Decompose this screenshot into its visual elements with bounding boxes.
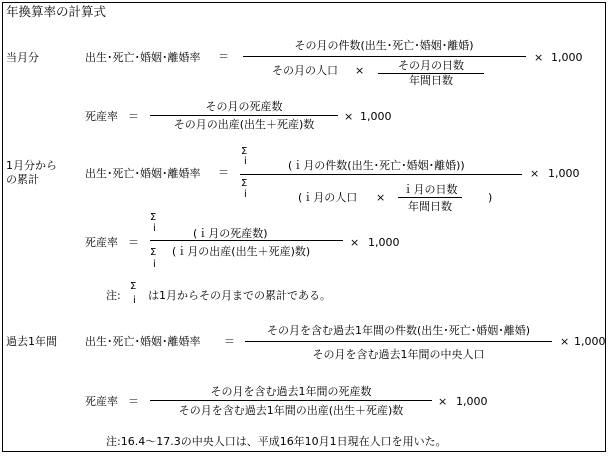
denominator-past-year-births: その月を含む過去1年間の出産(出生＋死産)数	[178, 404, 404, 417]
label-rate-marriage: 出生･死亡･婚姻･離婚率	[85, 51, 201, 64]
numerator-cumulative-count: (ｉ月の件数(出生･死亡･婚姻･離婚))	[288, 159, 465, 172]
denominator-monthly-pop: その月の人口	[272, 64, 338, 77]
times-sign: ×	[438, 395, 448, 408]
sigma-index: i	[244, 156, 247, 167]
base-1000: 1,000	[574, 335, 606, 348]
times-sign: ×	[355, 64, 365, 77]
base-1000: 1,000	[456, 395, 488, 408]
numerator-past-year-count: その月を含む過去1年間の件数(出生･死亡･婚姻･離婚)	[266, 324, 531, 337]
equals-sign: ＝	[128, 236, 139, 249]
denominator-monthly-births: その月の出産(出生＋死産)数	[173, 118, 315, 131]
note-prefix: 注:	[106, 289, 121, 302]
numerator-past-year-stillbirth: その月を含む過去1年間の死産数	[210, 385, 372, 398]
section-label-cumulative: 1月分から	[6, 159, 57, 172]
equals-sign: ＝	[128, 395, 139, 408]
denominator-cumulative-births: (ｉ月の出産(出生＋死産)数)	[172, 245, 311, 258]
label-rate-marriage: 出生･死亡･婚姻･離婚率	[85, 167, 201, 180]
label-stillbirth-rate: 死産率	[85, 236, 118, 249]
times-sign: ×	[350, 236, 360, 249]
sigma-symbol: Σ	[150, 212, 157, 223]
equals-sign: ＝	[128, 110, 139, 123]
times-sign: ×	[344, 110, 354, 123]
fraction-bar	[245, 341, 552, 342]
page-title: 年換算率の計算式	[6, 4, 107, 19]
sigma-symbol: Σ	[130, 281, 137, 292]
sigma-symbol: Σ	[150, 247, 157, 258]
times-sign: ×	[560, 335, 570, 348]
section-label-monthly: 当月分	[6, 51, 39, 64]
times-sign: ×	[376, 191, 386, 204]
equals-sign: ＝	[218, 166, 229, 179]
sigma-index: i	[133, 295, 136, 306]
sigma-index: i	[153, 223, 156, 234]
base-1000: 1,000	[548, 167, 580, 180]
fraction-bar	[243, 56, 526, 57]
days-denominator: 年間日数	[408, 200, 452, 213]
days-denominator: 年間日数	[409, 74, 453, 87]
note-cumulative: は1月からその月までの累計である。	[148, 289, 331, 302]
closing-paren: )	[488, 191, 493, 204]
section-label-cumulative-2: の累計	[6, 173, 39, 186]
section-label-past-year: 過去1年間	[6, 335, 57, 348]
numerator-monthly-count: その月の件数(出生･死亡･婚姻･離婚)	[294, 39, 474, 52]
numerator-cumulative-stillbirth: (ｉ月の死産数)	[193, 227, 268, 240]
equals-sign: ＝	[218, 50, 229, 63]
equals-sign: ＝	[224, 335, 235, 348]
base-1000: 1,000	[360, 110, 392, 123]
sigma-symbol: Σ	[241, 178, 248, 189]
base-1000: 1,000	[551, 51, 583, 64]
denominator-past-year-pop: その月を含む過去1年間の中央人口	[312, 348, 485, 361]
fraction-bar	[150, 240, 343, 241]
days-numerator: ｉ月の日数	[402, 183, 458, 196]
denominator-cumulative-pop: (ｉ月の人口	[298, 191, 358, 204]
fraction-bar	[150, 400, 432, 401]
days-numerator: その月の日数	[398, 59, 464, 72]
label-rate-marriage: 出生･死亡･婚姻･離婚率	[85, 335, 201, 348]
sigma-symbol: Σ	[241, 146, 248, 157]
note-past-year: 注:16.4～17.3の中央人口は、平成16年10月1日現在人口を用いた。	[106, 435, 447, 448]
times-sign: ×	[534, 51, 544, 64]
sigma-index: i	[244, 189, 247, 200]
numerator-monthly-stillbirth: その月の死産数	[205, 100, 283, 113]
label-stillbirth-rate: 死産率	[85, 110, 118, 123]
fraction-bar	[150, 115, 338, 116]
fraction-bar	[240, 174, 522, 175]
base-1000: 1,000	[368, 236, 400, 249]
fraction-bar	[398, 197, 462, 198]
times-sign: ×	[530, 167, 540, 180]
label-stillbirth-rate: 死産率	[85, 395, 118, 408]
sigma-index: i	[153, 259, 156, 270]
